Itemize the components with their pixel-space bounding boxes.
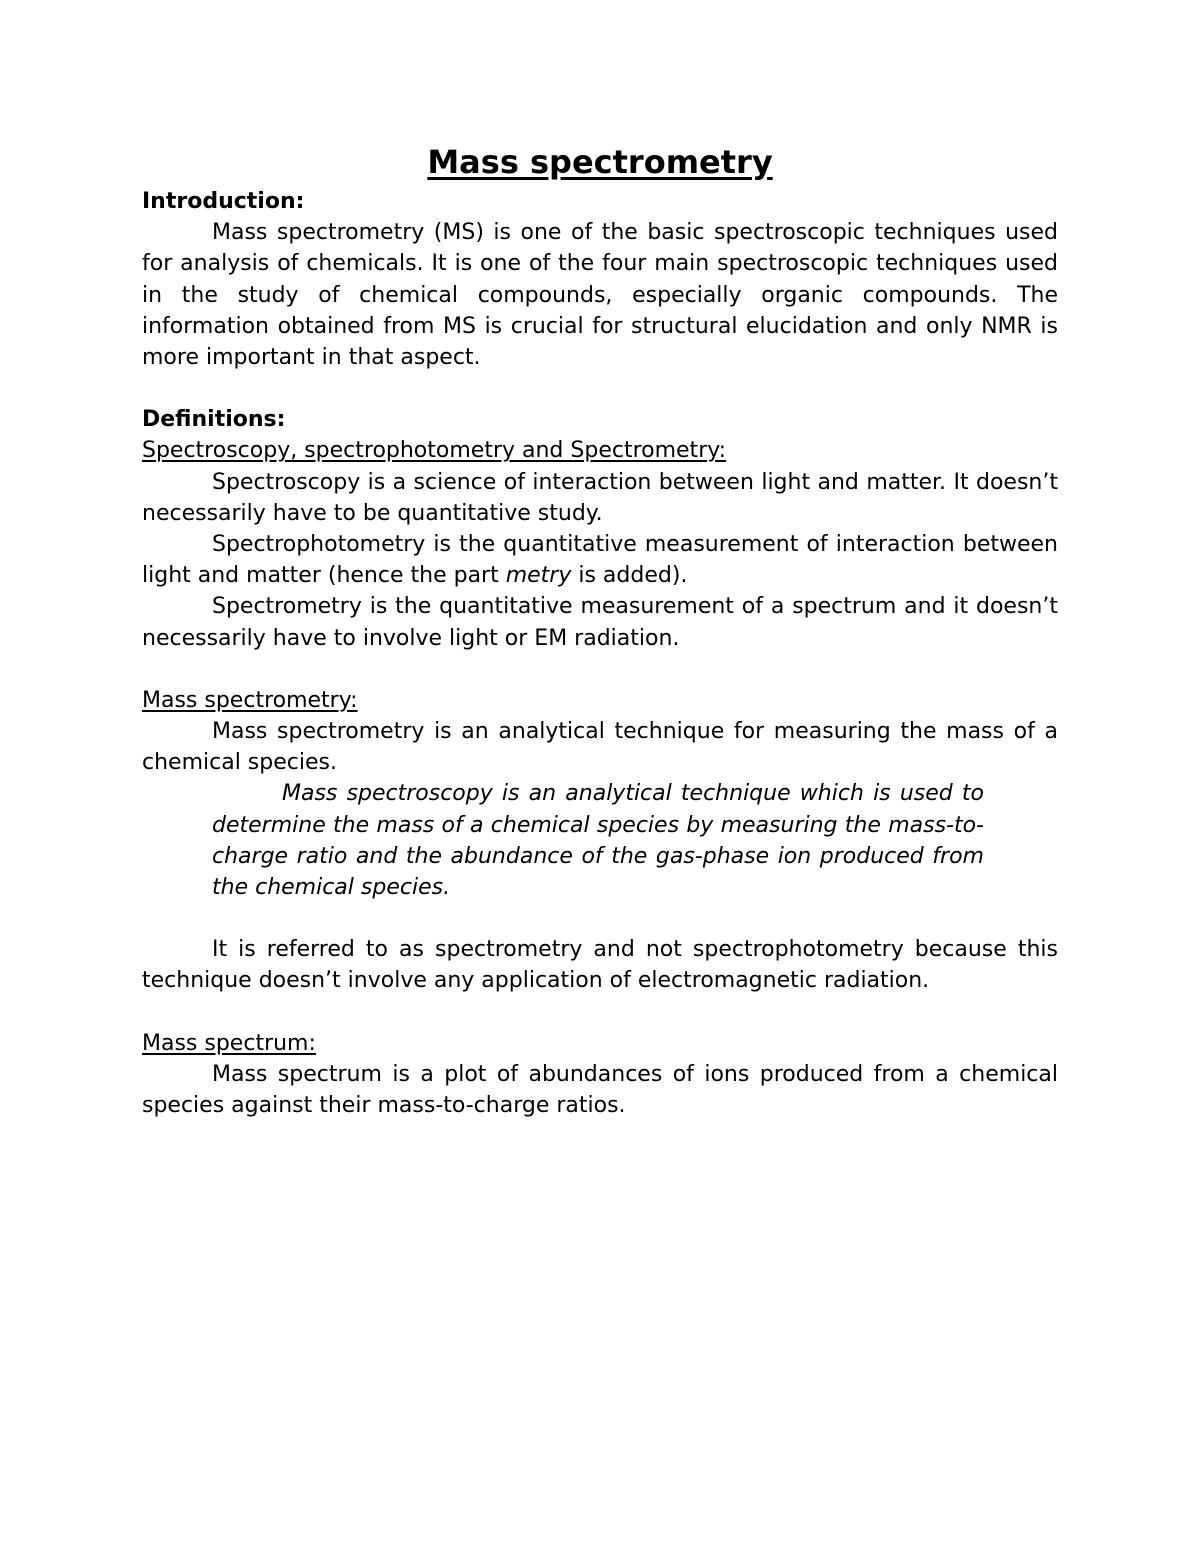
- spacer: [142, 903, 1058, 934]
- mass-spectrum-subheading-text: Mass spectrum:: [142, 1030, 316, 1056]
- spectrophotometry-definition: [142, 529, 1058, 591]
- definitions-heading: Definitions:: [142, 407, 286, 433]
- introduction-paragraph: Mass spectrometry (MS) is one of the basic spectroscopic techniques used for analysis of chemicals. It is one of the four main spectroscopic techniques used in the study of chemical compounds, especially organic compounds. The information obtained from MS is crucial for structural elucidation and only NMR is more important in that aspect.: [142, 220, 1058, 371]
- mass-spectrum-paragraph: Mass spectrum is a plot of abundances of ions produced from a chemical species against their mass-to-charge ratios.: [142, 1061, 1058, 1119]
- spectroscopy-definition: Spectroscopy is a science of interaction between light and matter. It doesn’t necessarily have to be quantitative study.: [142, 469, 1058, 526]
- document-page: [142, 140, 1058, 1121]
- document-title-text: Mass spectrometry: [427, 143, 773, 181]
- spectrophotometry-text-start: Spectrophotometry is the quantitative measurement of interaction between light and matter (hence the part: [142, 532, 1058, 589]
- mass-spectrometry-subheading: [142, 685, 1058, 716]
- spacer: [142, 997, 1058, 1028]
- mass-spectrometry-subheading-text: Mass spectrometry:: [142, 687, 358, 713]
- spectrometry-definition: Spectrometry is the quantitative measurement of a spectrum and it doesn’t necessarily have to involve light or EM radiation.: [142, 594, 1058, 651]
- spectroscopy-subheading: [142, 435, 1058, 466]
- mass-spectrometry-paragraph: Mass spectrometry is an analytical technique for measuring the mass of a chemical species.: [142, 719, 1058, 776]
- introduction-heading: Introduction:: [142, 189, 305, 214]
- spectroscopy-subheading-text: Spectroscopy, spectrophotometry and Spectrometry:: [142, 438, 727, 464]
- mass-spectrometry-paragraph-2: It is referred to as spectrometry and not spectrophotometry because this technique doesn’t involve any application of electromagnetic radiation.: [142, 937, 1058, 994]
- spacer: [142, 654, 1058, 685]
- spectrophotometry-emphasis: metry: [505, 563, 572, 589]
- mass-spectroscopy-quote: Mass spectroscopy is an analytical technique which is used to determine the mass of a chemical species by measuring the mass-to-charge ratio and the abundance of the gas-phase ion produced from the chemical species.: [212, 781, 984, 901]
- document-title: [142, 140, 1058, 184]
- spectrophotometry-text-end: is added).: [571, 563, 688, 589]
- spacer: [142, 373, 1058, 404]
- mass-spectrum-subheading: [142, 1028, 1058, 1059]
